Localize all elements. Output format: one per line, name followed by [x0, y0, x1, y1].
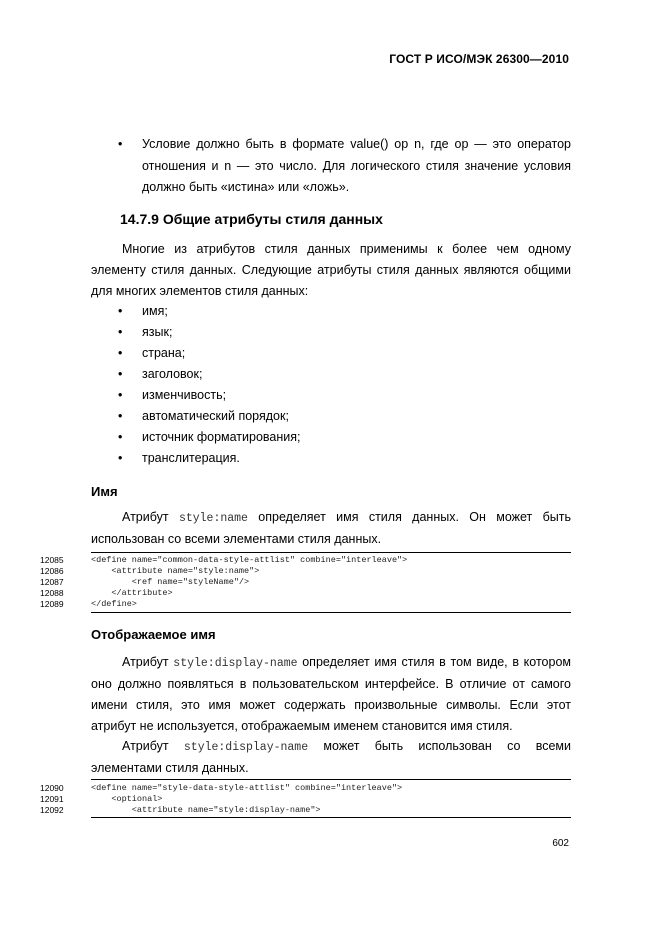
display-para1-line1: Атрибут style:display-name определяет имя стиля в том виде, в котором	[122, 655, 571, 670]
code-rule-top-2	[91, 779, 571, 780]
attribute-list	[118, 301, 571, 469]
name-paragraph-line2: использован со всеми элементами стиля данных.	[91, 532, 382, 546]
list-item: • автоматический порядок;	[118, 406, 571, 427]
code-rule-bottom-2	[91, 817, 571, 818]
intro-bullet-list	[118, 134, 571, 199]
name-heading: Имя	[91, 484, 118, 499]
list-item: • страна;	[118, 343, 571, 364]
code-inline: style:name	[178, 512, 248, 525]
list-item: • заголовок;	[118, 364, 571, 385]
display-para2-line1: Атрибут style:display-name может быть использован со всеми	[122, 739, 571, 754]
page-number: 602	[552, 838, 569, 849]
display-para2-line2: элементами стиля данных.	[91, 761, 249, 775]
display-name-paragraph-2	[91, 736, 571, 779]
intro-bullet: • Условие должно быть в формате value() op n, где op — это оператор отношения и n — это число. Для логического стиля значение условия должно быть «истина» или «ложь».	[118, 134, 571, 199]
list-item: • имя;	[118, 301, 571, 322]
name-paragraph	[91, 507, 571, 550]
section-title: 14.7.9 Общие атрибуты стиля данных	[120, 211, 383, 227]
display-name-heading: Отображаемое имя	[91, 627, 216, 642]
name-paragraph-line1: Атрибут style:name определяет имя стиля данных. Он может быть	[122, 510, 571, 525]
code-inline: style:display-name	[183, 741, 309, 754]
list-item: • изменчивость;	[118, 385, 571, 406]
list-item: • источник форматирования;	[118, 427, 571, 448]
display-name-paragraph-1	[91, 652, 571, 737]
list-item: • транслитерация.	[118, 448, 571, 469]
section-paragraph: Многие из атрибутов стиля данных применимы к более чем одному элементу стиля данных. Следующие атрибуты стиля данных являются общими для многих элементов стиля данных:	[91, 242, 571, 298]
code-rule-top	[91, 552, 571, 553]
code-rule-bottom	[91, 612, 571, 613]
display-para1-rest: оно должно появляться в пользовательском интерфейсе. В отличие от самого имени стиля, это имя может содержать произвольные символы. Если этот атрибут не используется, отображаемым именем становится имя стиля.	[91, 677, 571, 733]
page-header: ГОСТ Р ИСО/МЭК 26300—2010	[389, 52, 569, 66]
list-item: • язык;	[118, 322, 571, 343]
code-inline: style:display-name	[173, 657, 298, 670]
